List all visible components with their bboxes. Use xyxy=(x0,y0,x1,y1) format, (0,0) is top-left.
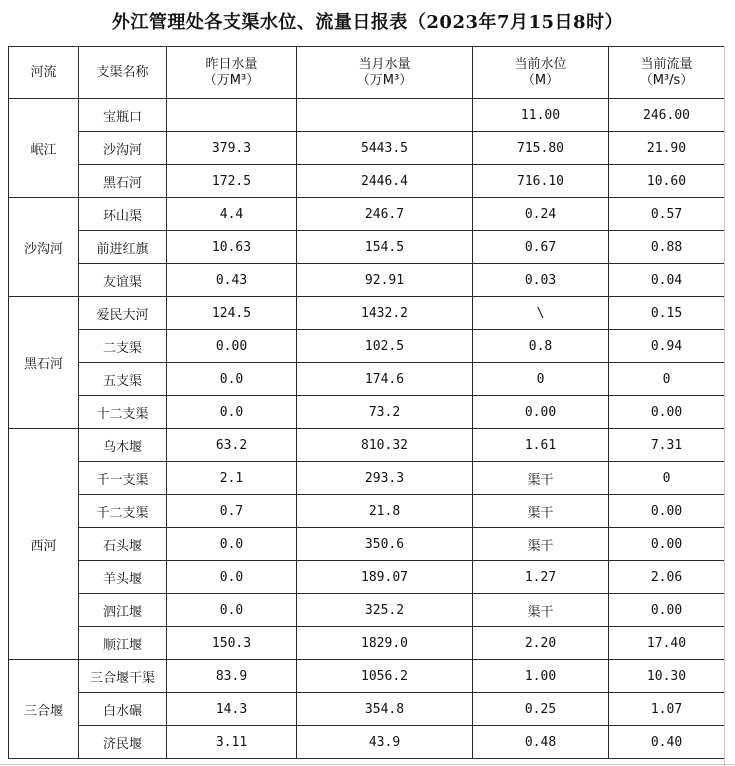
water-level-cell: 0.8 xyxy=(473,330,609,363)
table-row xyxy=(9,297,725,330)
water-level-cell: 1.61 xyxy=(473,429,609,462)
table-row xyxy=(9,660,725,693)
branch-name-cell: 二支渠 xyxy=(79,330,167,363)
month-volume-cell: 2446.4 xyxy=(297,165,473,198)
month-volume-cell xyxy=(297,99,473,132)
flow-rate-cell: 246.00 xyxy=(609,99,725,132)
flow-rate-cell: 0 xyxy=(609,363,725,396)
table-body xyxy=(9,99,725,759)
month-volume-cell: 154.5 xyxy=(297,231,473,264)
river-name-cell: 黑石河 xyxy=(9,297,79,429)
yesterday-volume-cell: 3.11 xyxy=(167,726,297,759)
table-row xyxy=(9,495,725,528)
flow-rate-cell: 0.15 xyxy=(609,297,725,330)
yesterday-volume-cell: 63.2 xyxy=(167,429,297,462)
flow-rate-cell: 0.57 xyxy=(609,198,725,231)
water-level-cell: 渠干 xyxy=(473,462,609,495)
water-level-cell: 1.27 xyxy=(473,561,609,594)
header-month-label: 当月水量 xyxy=(358,56,411,72)
branch-name-cell: 石头堰 xyxy=(79,528,167,561)
yesterday-volume-cell: 2.1 xyxy=(167,462,297,495)
branch-name-cell: 三合堰干渠 xyxy=(79,660,167,693)
yesterday-volume-cell xyxy=(167,99,297,132)
table-row xyxy=(9,231,725,264)
branch-name-cell: 友谊渠 xyxy=(79,264,167,297)
water-level-cell: 0.25 xyxy=(473,693,609,726)
flow-rate-cell: 0.04 xyxy=(609,264,725,297)
table-row xyxy=(9,363,725,396)
report-title: 外江管理处各支渠水位、流量日报表（2023年7月15日8时） xyxy=(111,12,624,33)
flow-rate-cell: 2.06 xyxy=(609,561,725,594)
header-month-unit: （万M³） xyxy=(356,72,413,88)
branch-name-cell: 宝瓶口 xyxy=(79,99,167,132)
branch-name-cell: 黑石河 xyxy=(79,165,167,198)
sheet-gridline xyxy=(724,46,725,766)
sheet-gridline xyxy=(0,764,735,765)
table-row xyxy=(9,396,725,429)
table-row xyxy=(9,99,725,132)
flow-rate-cell: 0 xyxy=(609,462,725,495)
yesterday-volume-cell: 0.0 xyxy=(167,396,297,429)
header-level-label: 当前水位 xyxy=(514,56,567,72)
yesterday-volume-cell: 379.3 xyxy=(167,132,297,165)
branch-name-cell: 千一支渠 xyxy=(79,462,167,495)
table-row xyxy=(9,264,725,297)
table-row xyxy=(9,132,725,165)
header-row xyxy=(9,47,725,99)
water-level-cell: 0.67 xyxy=(473,231,609,264)
branch-name-cell: 泗江堰 xyxy=(79,594,167,627)
header-yesterday-unit: （万M³） xyxy=(203,72,260,88)
month-volume-cell: 325.2 xyxy=(297,594,473,627)
header-flow xyxy=(609,47,725,99)
water-level-cell: 0.00 xyxy=(473,396,609,429)
yesterday-volume-cell: 0.0 xyxy=(167,528,297,561)
table-row xyxy=(9,693,725,726)
yesterday-volume-cell: 0.7 xyxy=(167,495,297,528)
yesterday-volume-cell: 150.3 xyxy=(167,627,297,660)
flow-rate-cell: 0.00 xyxy=(609,396,725,429)
month-volume-cell: 354.8 xyxy=(297,693,473,726)
branch-name-cell: 顺江堰 xyxy=(79,627,167,660)
table-row xyxy=(9,198,725,231)
month-volume-cell: 293.3 xyxy=(297,462,473,495)
branch-name-cell: 环山渠 xyxy=(79,198,167,231)
water-level-cell: 渠干 xyxy=(473,528,609,561)
table-row xyxy=(9,627,725,660)
yesterday-volume-cell: 14.3 xyxy=(167,693,297,726)
water-level-cell: 0.03 xyxy=(473,264,609,297)
river-name-cell: 西河 xyxy=(9,429,79,660)
flow-rate-cell: 0.00 xyxy=(609,495,725,528)
month-volume-cell: 102.5 xyxy=(297,330,473,363)
yesterday-volume-cell: 172.5 xyxy=(167,165,297,198)
month-volume-cell: 73.2 xyxy=(297,396,473,429)
flow-rate-cell: 0.94 xyxy=(609,330,725,363)
water-level-cell: 11.00 xyxy=(473,99,609,132)
header-river: 河流 xyxy=(9,47,79,99)
river-name-cell: 三合堰 xyxy=(9,660,79,759)
month-volume-cell: 1056.2 xyxy=(297,660,473,693)
water-report-table xyxy=(8,46,725,759)
branch-name-cell: 千二支渠 xyxy=(79,495,167,528)
flow-rate-cell: 0.40 xyxy=(609,726,725,759)
month-volume-cell: 1432.2 xyxy=(297,297,473,330)
month-volume-cell: 43.9 xyxy=(297,726,473,759)
table-row xyxy=(9,561,725,594)
branch-name-cell: 羊头堰 xyxy=(79,561,167,594)
month-volume-cell: 246.7 xyxy=(297,198,473,231)
river-name-cell: 岷江 xyxy=(9,99,79,198)
yesterday-volume-cell: 4.4 xyxy=(167,198,297,231)
header-month xyxy=(297,47,473,99)
month-volume-cell: 1829.0 xyxy=(297,627,473,660)
branch-name-cell: 爱民大河 xyxy=(79,297,167,330)
month-volume-cell: 174.6 xyxy=(297,363,473,396)
month-volume-cell: 5443.5 xyxy=(297,132,473,165)
table-row xyxy=(9,429,725,462)
flow-rate-cell: 10.30 xyxy=(609,660,725,693)
branch-name-cell: 前进红旗 xyxy=(79,231,167,264)
yesterday-volume-cell: 124.5 xyxy=(167,297,297,330)
flow-rate-cell: 1.07 xyxy=(609,693,725,726)
water-level-cell: 0.24 xyxy=(473,198,609,231)
header-yesterday xyxy=(167,47,297,99)
flow-rate-cell: 7.31 xyxy=(609,429,725,462)
yesterday-volume-cell: 83.9 xyxy=(167,660,297,693)
header-flow-unit: （M³/s） xyxy=(639,72,694,88)
branch-name-cell: 沙沟河 xyxy=(79,132,167,165)
table-row xyxy=(9,165,725,198)
water-level-cell: 2.20 xyxy=(473,627,609,660)
flow-rate-cell: 10.60 xyxy=(609,165,725,198)
yesterday-volume-cell: 0.0 xyxy=(167,594,297,627)
yesterday-volume-cell: 0.0 xyxy=(167,363,297,396)
table-row xyxy=(9,462,725,495)
header-level xyxy=(473,47,609,99)
month-volume-cell: 21.8 xyxy=(297,495,473,528)
branch-name-cell: 五支渠 xyxy=(79,363,167,396)
month-volume-cell: 810.32 xyxy=(297,429,473,462)
month-volume-cell: 189.07 xyxy=(297,561,473,594)
branch-name-cell: 白水碾 xyxy=(79,693,167,726)
table-row xyxy=(9,528,725,561)
water-level-cell: \ xyxy=(473,297,609,330)
water-level-cell: 0 xyxy=(473,363,609,396)
header-level-unit: （M） xyxy=(521,72,560,88)
yesterday-volume-cell: 10.63 xyxy=(167,231,297,264)
water-level-cell: 0.48 xyxy=(473,726,609,759)
flow-rate-cell: 21.90 xyxy=(609,132,725,165)
flow-rate-cell: 17.40 xyxy=(609,627,725,660)
water-level-cell: 渠干 xyxy=(473,495,609,528)
header-yesterday-label: 昨日水量 xyxy=(205,56,258,72)
water-level-cell: 1.00 xyxy=(473,660,609,693)
month-volume-cell: 92.91 xyxy=(297,264,473,297)
flow-rate-cell: 0.88 xyxy=(609,231,725,264)
table-row xyxy=(9,594,725,627)
branch-name-cell: 乌木堰 xyxy=(79,429,167,462)
header-flow-label: 当前流量 xyxy=(640,56,693,72)
flow-rate-cell: 0.00 xyxy=(609,528,725,561)
month-volume-cell: 350.6 xyxy=(297,528,473,561)
branch-name-cell: 济民堰 xyxy=(79,726,167,759)
branch-name-cell: 十二支渠 xyxy=(79,396,167,429)
table-row xyxy=(9,330,725,363)
table-row xyxy=(9,726,725,759)
water-level-cell: 715.80 xyxy=(473,132,609,165)
yesterday-volume-cell: 0.00 xyxy=(167,330,297,363)
yesterday-volume-cell: 0.0 xyxy=(167,561,297,594)
river-name-cell: 沙沟河 xyxy=(9,198,79,297)
yesterday-volume-cell: 0.43 xyxy=(167,264,297,297)
flow-rate-cell: 0.00 xyxy=(609,594,725,627)
header-branch: 支渠名称 xyxy=(79,47,167,99)
water-level-cell: 渠干 xyxy=(473,594,609,627)
water-level-cell: 716.10 xyxy=(473,165,609,198)
